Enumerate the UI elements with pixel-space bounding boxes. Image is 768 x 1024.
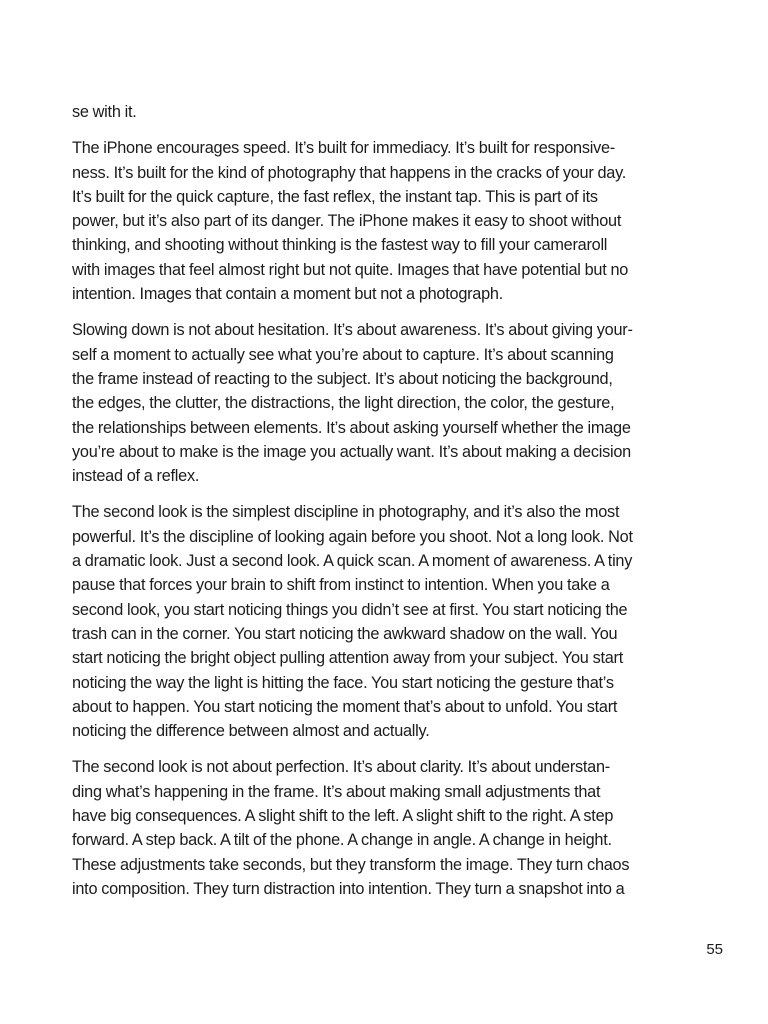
text-line: The second look is the simplest discipline in photography, and it’s also the most xyxy=(72,503,620,522)
text-line: forward. A step back. A tilt of the phone. A change in angle. A change in height. xyxy=(72,831,612,850)
paragraph xyxy=(72,136,698,306)
text-line: start noticing the bright object pulling attention away from your subject. You start xyxy=(72,649,623,668)
text-line: you’re about to make is the image you actually want. It’s about making a decision xyxy=(72,442,631,461)
paragraph xyxy=(72,318,698,488)
text-line: noticing the difference between almost and actually. xyxy=(72,722,430,741)
text-line: noticing the way the light is hitting the face. You start noticing the gesture that’s xyxy=(72,673,614,692)
text-line: ness. It’s built for the kind of photography that happens in the cracks of your day. xyxy=(72,163,627,182)
text-line: pause that forces your brain to shift from instinct to intention. When you take a xyxy=(72,576,610,595)
text-line: trash can in the corner. You start noticing the awkward shadow on the wall. You xyxy=(72,624,618,643)
text-line: self a moment to actually see what you’re about to capture. It’s about scanning xyxy=(72,345,614,364)
page-number: 55 xyxy=(706,941,723,958)
text-line: with images that feel almost right but not quite. Images that have potential but no xyxy=(72,260,629,279)
text-line: power, but it’s also part of its danger. The iPhone makes it easy to shoot without xyxy=(72,212,622,231)
text-line: about to happen. You start noticing the moment that’s about to unfold. You start xyxy=(72,697,618,716)
text-line: intention. Images that contain a moment but not a photograph. xyxy=(72,285,503,304)
text-line: have big consequences. A slight shift to the left. A slight shift to the right. A step xyxy=(72,807,614,826)
text-line: the edges, the clutter, the distractions, the light direction, the color, the gesture, xyxy=(72,394,615,413)
text-line: a dramatic look. Just a second look. A quick scan. A moment of awareness. A tiny xyxy=(72,552,633,571)
text-line: ding what’s happening in the frame. It’s about making small adjustments that xyxy=(72,782,601,801)
text-line: It’s built for the quick capture, the fast reflex, the instant tap. This is part of its xyxy=(72,187,598,206)
text-line: thinking, and shooting without thinking is the fastest way to fill your cameraroll xyxy=(72,236,608,255)
body-text xyxy=(72,100,698,913)
paragraph xyxy=(72,100,698,124)
text-line: The second look is not about perfection. It’s about clarity. It’s about understan- xyxy=(72,758,610,777)
text-line: Slowing down is not about hesitation. It’s about awareness. It’s about giving your- xyxy=(72,321,633,340)
text-line: the relationships between elements. It’s about asking yourself whether the image xyxy=(72,418,631,437)
text-line: second look, you start noticing things you didn’t see at first. You start noticing the xyxy=(72,600,628,619)
text-line: se with it. xyxy=(72,103,137,121)
text-line: into composition. They turn distraction into intention. They turn a snapshot into a xyxy=(72,879,625,898)
paragraph xyxy=(72,500,698,743)
text-line: The iPhone encourages speed. It’s built for immediacy. It’s built for responsive- xyxy=(72,139,615,158)
text-line: powerful. It’s the discipline of looking again before you shoot. Not a long look. Not xyxy=(72,527,633,546)
paragraph xyxy=(72,755,698,901)
text-line: the frame instead of reacting to the subject. It’s about noticing the background, xyxy=(72,369,613,388)
text-line: instead of a reflex. xyxy=(72,467,200,486)
text-line: These adjustments take seconds, but they transform the image. They turn chaos xyxy=(72,855,630,874)
